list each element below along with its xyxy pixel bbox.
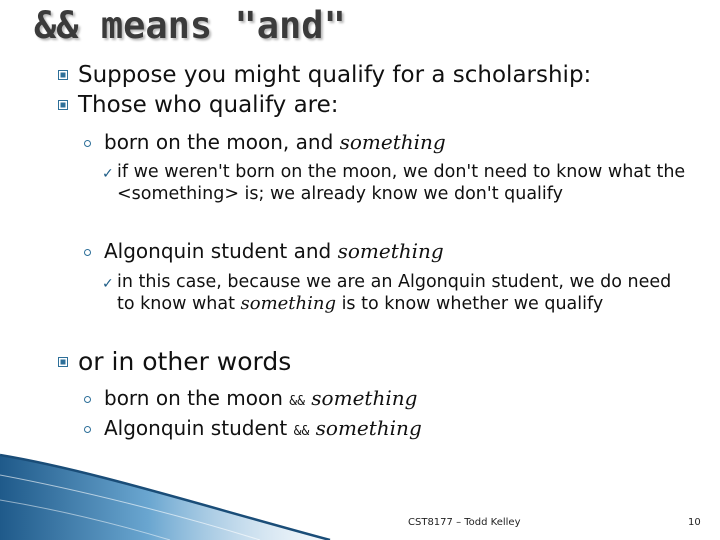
sub-bullet-item: [104, 237, 444, 265]
note-text: in this case, because we are an Algonquin student, we do need to know what: [117, 272, 672, 314]
bullet-text: or in other words: [78, 347, 292, 376]
bullet-text: Those who qualify are:: [78, 92, 339, 118]
bullet-text: Suppose you might qualify for a scholarship:: [78, 62, 592, 88]
note-text: is to know whether we qualify: [336, 294, 604, 314]
ring-bullet-icon: [84, 140, 91, 147]
note-text: if we weren't born on the moon, we don't need to know what the <something> is; we already know we don't qualify: [117, 162, 686, 204]
ring-bullet-icon: [84, 249, 91, 256]
and-operator: &&: [289, 394, 305, 409]
note-item: [102, 161, 692, 205]
note-italic: something: [240, 293, 336, 314]
ring-bullet-icon: [84, 426, 91, 433]
sub-bullet-text: born on the moon, and: [104, 130, 340, 154]
sub-bullet-item: [104, 384, 417, 416]
page-number: 10: [688, 517, 701, 528]
sub-bullet-text: Algonquin student and: [104, 239, 338, 263]
slide-title: && means "and": [34, 4, 346, 47]
square-bullet-icon: [58, 70, 68, 80]
check-bullet-icon: ✓: [102, 166, 114, 182]
bullet-item: [78, 347, 291, 377]
square-bullet-icon: [58, 357, 68, 367]
ring-bullet-icon: [84, 396, 91, 403]
sub-bullet-item: [104, 128, 446, 156]
slide-footer: CST8177 – Todd Kelley: [408, 517, 521, 528]
sub-bullet-item: [104, 414, 422, 446]
sub-bullet-italic: something: [337, 239, 444, 263]
square-bullet-icon: [58, 100, 68, 110]
bullet-item: [78, 60, 591, 90]
sub-bullet-italic: something: [339, 130, 446, 154]
note-item: [102, 271, 692, 315]
sub-bullet-text: born on the moon: [104, 386, 290, 410]
and-operator: &&: [293, 424, 310, 439]
bullet-item: [78, 90, 339, 120]
check-bullet-icon: ✓: [102, 276, 114, 292]
sub-bullet-text: Algonquin student: [104, 416, 294, 440]
sub-bullet-italic: something: [304, 386, 418, 410]
sub-bullet-italic: something: [309, 416, 422, 440]
